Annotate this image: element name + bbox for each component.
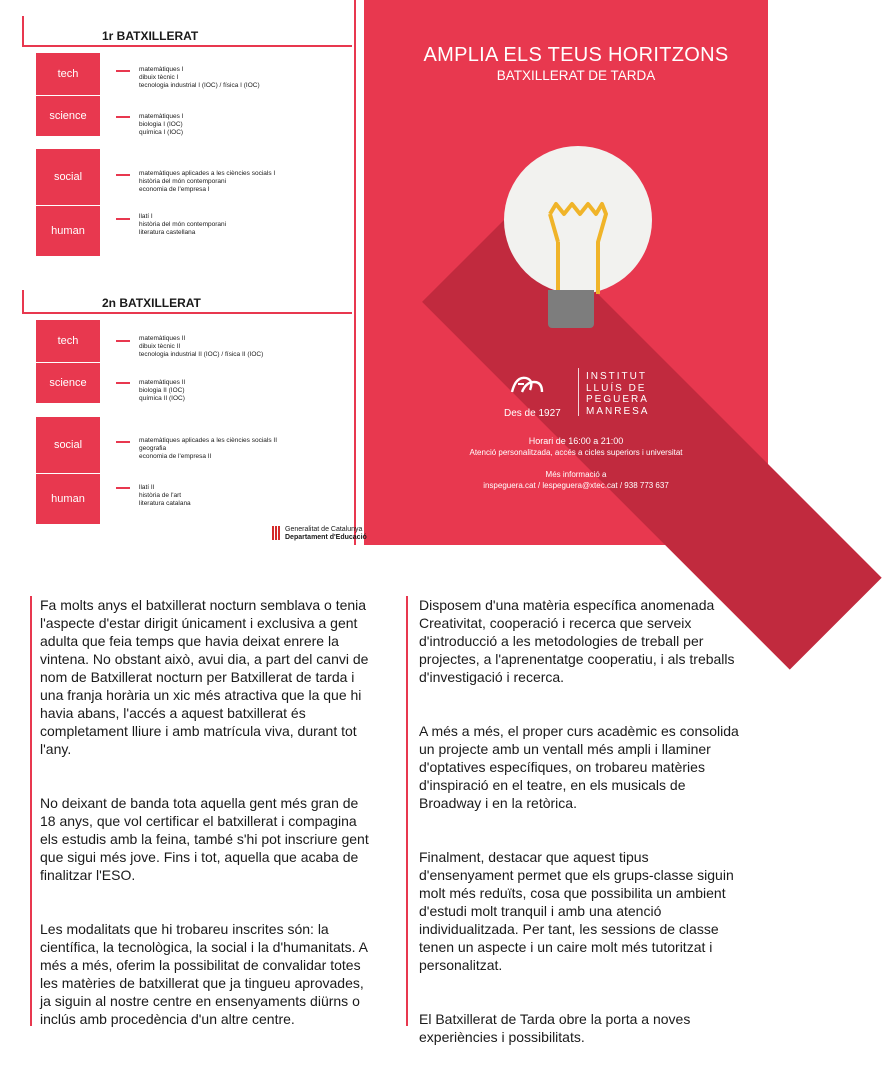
institute-name [586, 371, 649, 417]
track-human-2: human [36, 474, 100, 524]
subject: química I (IOC) [139, 129, 184, 136]
level-2-bracket [22, 312, 352, 314]
level-1-title: 1r BATXILLERAT [102, 29, 199, 43]
left-column-rule [30, 596, 32, 1026]
right-column-rule [406, 596, 408, 1026]
track-human-1: human [36, 206, 100, 256]
subject: matemàtiques II [139, 379, 186, 386]
bulb-filament [504, 146, 652, 294]
bulb-base [548, 290, 594, 328]
subject-list-social-1 [139, 170, 275, 194]
subject-list-science-2 [139, 379, 185, 403]
track-tech-1: tech [36, 53, 100, 95]
subject: tecnologia industrial I (IOC) / física I (IOC) [139, 82, 260, 89]
light-bulb-icon [504, 146, 652, 294]
course-panel [0, 0, 384, 545]
subject: matemàtiques aplicades a les ciències socials II [139, 437, 278, 444]
track-social-2: social [36, 417, 100, 473]
track-science-1: science [36, 96, 100, 136]
paragraph: A més a més, el proper curs acadèmic es consolida un projecte amb un ventall més ampli i llaminer d'optatives específiques, on trobareu matèries d'inspiració en el teatre, en els musicals de Broadway i en la retòrica. [419, 723, 739, 811]
institute-logo-icon [510, 372, 544, 396]
subject: matemàtiques I [139, 113, 184, 120]
generalitat-logo-icon [272, 526, 281, 540]
generalitat-line1: Generalitat de Catalunya [285, 526, 363, 533]
level-1-bracket [22, 45, 352, 47]
left-column [40, 596, 370, 1064]
level-2-title: 2n BATXILLERAT [102, 296, 201, 310]
since-year: Des de 1927 [504, 408, 561, 419]
subject: història de l'art [139, 492, 182, 499]
subject: llatí II [139, 484, 155, 491]
paragraph: El Batxillerat de Tarda obre la porta a noves experiències i possibilitats. [419, 1011, 691, 1045]
subject: matemàtiques aplicades a les ciències socials I [139, 170, 276, 177]
institute-line: MANRESA [586, 405, 650, 417]
subject-list-tech-1 [139, 66, 260, 90]
subject: matemàtiques II [139, 335, 186, 342]
subject: dibuix tècnic I [139, 74, 179, 81]
track-tech-2: tech [36, 320, 100, 362]
fold-bar [364, 0, 384, 545]
level-2-bracket-vert [22, 290, 24, 314]
generalitat-line2: Departament d'Educació [285, 534, 367, 541]
subject-list-human-1 [139, 213, 226, 237]
tick [116, 70, 130, 72]
subject: història del món contemporani [139, 221, 227, 228]
subject: llatí I [139, 213, 153, 220]
subject-list-tech-2 [139, 335, 263, 359]
tick [116, 340, 130, 342]
generalitat-logo [272, 526, 367, 542]
more-info: Més informació a [545, 470, 607, 479]
subject-list-human-2 [139, 484, 191, 508]
subject: dibuix tècnic II [139, 343, 181, 350]
subject-list-science-1 [139, 113, 183, 137]
level-1-bracket-vert [22, 16, 24, 46]
attention-text: Atenció personalitzada, accés a cicles superiors i universitat [469, 448, 683, 457]
divider-rule [354, 0, 356, 545]
tick [116, 174, 130, 176]
paragraph: Disposem d'una matèria específica anomenada Creativitat, cooperació i recerca que serveix d'introducció a les metodologies de treball per projectes, a l'aprenentatge cooperatiu, i als treballs d'investigació i recerca. [419, 597, 735, 685]
tick [116, 487, 130, 489]
paragraph: Fa molts anys el batxillerat nocturn semblava o tenia l'aspecte d'estar dirigit únicament i exclusiva a gent adulta que feia temps que havia deixat enrere la vintena. No obstant això, avui dia, a part del canvi de nom de Batxillerat nocturn per Batxillerat de tarda i una franja horària un xic més atractiva que la que hi havia abans, l'accés a aquest batxillerat és completament lliure i amb matrícula viva, durant tot l'any. [40, 597, 369, 757]
subject: biologia II (IOC) [139, 387, 185, 394]
subject: geografia [139, 445, 167, 452]
subject: literatura catalana [139, 500, 191, 507]
tick [116, 382, 130, 384]
subject: tecnologia industrial II (IOC) / física II (IOC) [139, 351, 264, 358]
subject: economia de l'empresa II [139, 453, 212, 460]
logo-divider [578, 368, 579, 416]
contact-links[interactable]: inspeguera.cat / lespeguera@xtec.cat / 938 773 637 [483, 481, 669, 490]
tick [116, 116, 130, 118]
subject: literatura castellana [139, 229, 196, 236]
institute-line: LLUÍS DE [586, 382, 647, 394]
generalitat-text [285, 526, 367, 542]
subject: química II (IOC) [139, 395, 185, 402]
subject: economia de l'empresa I [139, 186, 210, 193]
subject-list-social-2 [139, 437, 277, 461]
paragraph: No deixant de banda tota aquella gent més gran de 18 anys, que vol certificar el batxillerat i compagina els estudis amb la feina, també s'hi pot inscriure gent que sigui més jove. Fins i tot, aquella que acaba de finalitzar l'ESO. [40, 795, 369, 883]
cover-subtitle: BATXILLERAT DE TARDA [496, 68, 656, 83]
track-social-1: social [36, 149, 100, 205]
tick [116, 218, 130, 220]
subject: història del món contemporani [139, 178, 227, 185]
subject: biologia I (IOC) [139, 121, 183, 128]
cover [384, 0, 768, 545]
tick [116, 441, 130, 443]
track-science-2: science [36, 363, 100, 403]
institute-line: INSTITUT [586, 371, 647, 382]
hours: Horari de 16:00 a 21:00 [528, 436, 624, 446]
cover-title: AMPLIA ELS TEUS HORITZONS [423, 44, 729, 66]
paragraph: Les modalitats que hi trobareu inscrites són: la científica, la tecnològica, la social i la d'humanitats. A més a més, oferim la possibilitat de convalidar totes les matèries de batxillerat que ja tingueu aprovades, ja siguin al nostre centre en ensenyaments diürns o inclús amb procedència d'un altre centre. [40, 921, 368, 1027]
institute-line: PEGUERA [586, 394, 649, 405]
right-column [419, 596, 745, 1082]
paragraph: Finalment, destacar que aquest tipus d'ensenyament permet que els grups-classe siguin molt més reduïts, cosa que possibilita un ambient d'estudi molt tranquil i amb una atenció individualitzada. Per tant, les sessions de classe tenen un aspecte i un caire molt més tutoritzat i personalitzat. [419, 849, 734, 973]
subject: matemàtiques I [139, 66, 184, 73]
